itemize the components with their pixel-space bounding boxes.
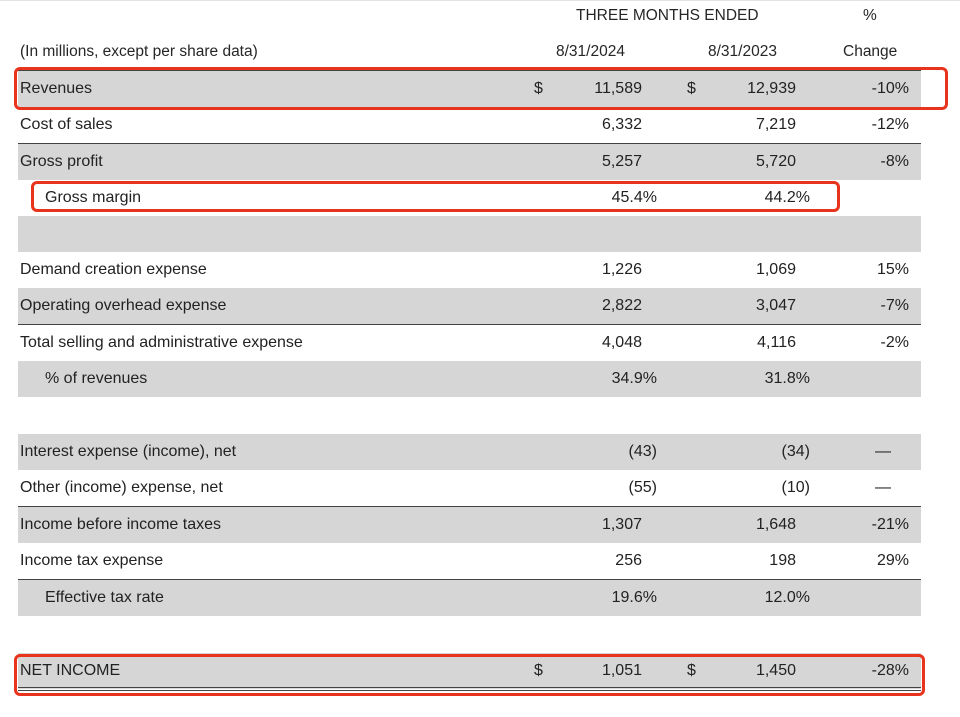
value-2023: 12.0% [764, 589, 810, 606]
change-value: -28% [871, 662, 909, 679]
table-row-cost-of-sales [18, 107, 921, 143]
change-value: -2% [880, 334, 909, 351]
row-label: Operating overhead expense [20, 297, 227, 314]
change-value: -8% [880, 153, 909, 170]
row-label: % of revenues [45, 370, 148, 387]
value-2024: 2,822 [601, 297, 642, 314]
spacer-row [18, 216, 921, 252]
highlight-box-revenues [14, 67, 948, 110]
row-label: Income tax expense [20, 552, 164, 569]
row-label: Revenues [20, 80, 93, 97]
table-row-gross-profit [18, 143, 921, 180]
value-2024: 1,051 [601, 662, 642, 679]
column-header-2024: 8/31/2024 [556, 43, 625, 60]
value-2024: 19.6% [611, 589, 657, 606]
table-row-income-before-taxes [18, 507, 921, 543]
value-2023: 198 [769, 552, 796, 569]
row-label: Other (income) expense, net [20, 479, 223, 496]
table-row-total-selling-admin [18, 325, 921, 361]
value-2024: (55) [628, 479, 657, 496]
table-row-operating-overhead [18, 288, 921, 325]
table-row-other-income-expense [18, 470, 921, 507]
currency-symbol: $ [534, 662, 543, 679]
change-value: -7% [880, 297, 909, 314]
value-2024: 6,332 [601, 116, 642, 133]
row-label: Gross profit [20, 153, 103, 170]
value-2023: 1,069 [755, 261, 796, 278]
row-label: Demand creation expense [20, 261, 207, 278]
change-value: -10% [871, 80, 909, 97]
top-border [0, 0, 960, 1]
value-2024: 1,307 [601, 516, 642, 533]
pct-title: % [863, 7, 877, 24]
row-label: Income before income taxes [20, 516, 221, 533]
change-value: 15% [876, 261, 909, 278]
period-title: THREE MONTHS ENDED [576, 7, 759, 24]
column-header-change: Change [843, 43, 898, 60]
change-value: -12% [871, 116, 909, 133]
column-header-2023: 8/31/2023 [708, 43, 777, 60]
row-label: Total selling and administrative expense [20, 334, 303, 351]
value-2024: 45.4% [611, 189, 657, 206]
change-value: — [875, 479, 891, 496]
value-2024: 11,589 [594, 80, 642, 97]
row-label: NET INCOME [20, 662, 121, 679]
row-label: Effective tax rate [45, 589, 164, 606]
value-2023: 44.2% [764, 189, 810, 206]
value-2024: 1,226 [601, 261, 642, 278]
value-2024: 5,257 [601, 153, 642, 170]
currency-symbol: $ [534, 80, 543, 97]
highlight-box-gross-margin [31, 181, 840, 212]
change-value: — [875, 443, 891, 460]
value-2023: 5,720 [755, 153, 796, 170]
value-2023: 3,047 [755, 297, 796, 314]
value-2023: (34) [781, 443, 810, 460]
table-row-interest-expense [18, 434, 921, 470]
row-label: Interest expense (income), net [20, 443, 237, 460]
value-2023: 1,450 [755, 662, 796, 679]
value-2023: 12,939 [747, 80, 796, 97]
value-2023: 1,648 [755, 516, 796, 533]
value-2024: (43) [628, 443, 657, 460]
currency-symbol: $ [687, 80, 696, 97]
value-2024: 256 [615, 552, 642, 569]
table-row-effective-tax-rate [18, 580, 921, 616]
value-2024: 4,048 [601, 334, 642, 351]
row-label: Gross margin [45, 189, 142, 206]
value-2023: (10) [781, 479, 810, 496]
value-2023: 31.8% [764, 370, 810, 387]
change-value: 29% [876, 552, 909, 569]
table-row-income-tax-expense [18, 543, 921, 580]
value-2023: 7,219 [755, 116, 796, 133]
table-row-pct-of-revenues [18, 361, 921, 397]
value-2024: 34.9% [611, 370, 657, 387]
change-value: -21% [871, 516, 909, 533]
currency-symbol: $ [687, 662, 696, 679]
units-note: (In millions, except per share data) [20, 43, 258, 60]
table-row-demand-creation [18, 252, 921, 288]
highlight-box-net-income [14, 654, 925, 696]
value-2023: 4,116 [757, 334, 796, 351]
row-label: Cost of sales [20, 116, 113, 133]
